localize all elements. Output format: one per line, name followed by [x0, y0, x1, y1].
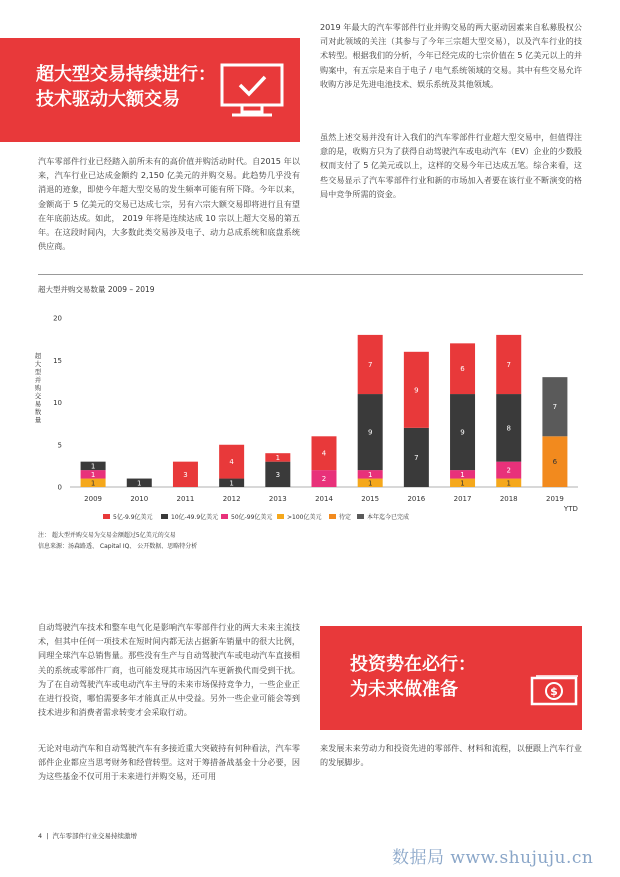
body-paragraph-left-1: 自动驾驶汽车技术和整车电气化是影响汽车零部件行业的两大未来主流技术，但其中任何一项技术在短时间内都无法占据新车销量中的很大比例，同理全球汽车总销售量。那些没有生产与自动驾驶汽车或电动汽车直接相关的系统或零部件厂商，也可能发现其市场因汽车更新换代而受到干扰。为了在自动驾驶汽车或电动汽车主导的未来市场保持竞争力，一些企业正在进行投资，哪怕需要多年才能真正从中受益。另外一些企业可能会等到技术进步和消费者需求转变才会采取行动。	[38, 622, 300, 718]
y-axis-label-char: 交	[34, 392, 42, 400]
bar-data-label: 9	[414, 386, 419, 395]
x-tick-sublabel: YTD	[563, 505, 578, 513]
legend-swatch	[103, 514, 110, 519]
legend-swatch	[221, 514, 228, 519]
y-axis-label-char: 量	[34, 416, 42, 424]
bar-data-label: 1	[275, 453, 281, 462]
section-title-line2: 技术驱动大额交易	[36, 89, 180, 110]
bar-data-label: 1	[506, 479, 511, 488]
bar-data-label: 1	[460, 479, 465, 488]
section-title-line1: 超大型交易持续进行：	[36, 64, 216, 85]
bar-data-label: 7	[414, 453, 419, 462]
x-tick-label: 2009	[84, 495, 103, 503]
y-tick-label: 0	[57, 483, 62, 492]
money-bill-icon	[530, 674, 580, 712]
x-tick-label: 2011	[176, 495, 195, 503]
bar-data-label: 3	[183, 470, 188, 479]
y-axis-label-char: 并	[34, 376, 42, 384]
bar-data-label: 6	[460, 365, 465, 374]
legend-label: 10亿-49.9亿美元	[171, 514, 219, 521]
footer	[38, 831, 137, 840]
body-paragraph-left-2: 无论对电动汽车和自动驾驶汽车有多接近重大突破持有何种看法，汽车零部件企业都应当思考财务和经营转型。这对于筹措备战基金十分必要，因为这些基金不仅可用于未来进行并购交易，还可用	[38, 743, 300, 782]
legend-label: >100亿美元	[287, 514, 322, 521]
bar-data-label: 1	[137, 479, 142, 488]
legend-label: 待定	[339, 514, 352, 521]
body-paragraph-right: 来发展未来劳动力和投资先进的零部件、材料和流程，以便跟上汽车行业的发展脚步。	[320, 743, 582, 768]
footer-separator: |	[46, 832, 49, 840]
intro-paragraph-left: 汽车零部件行业已经踏入前所未有的高价值并购活动时代。自2015 年以来，汽车行业已达成金额约 2,150 亿美元的并购交易。此趋势几乎没有消退的迹象，即使今年超大型交易的发生频率可能有所下降。今年以来，金额高于 5 亿美元的交易已达成七宗，另有六宗大额交易即将进行且有望在年底前达成。如此， 2019 年将是连续达成 10 宗以上超大交易的第五年。在这段时间内，大多数此类交易涉及电子、动力总成系统和底盘系统供应商。	[38, 156, 300, 252]
legend-swatch	[277, 514, 284, 519]
x-tick-label: 2014	[315, 495, 333, 503]
page-number: 4	[38, 832, 43, 840]
bar-data-label: 4	[321, 449, 327, 458]
bar-data-label: 3	[275, 470, 281, 479]
chart-note: 注： 超大型并购交易为交易金额超过5亿美元的交易	[38, 532, 176, 539]
bar-data-label: 7	[506, 360, 511, 369]
x-tick-label: 2013	[268, 495, 287, 503]
legend-label: 50亿-99亿美元	[231, 514, 273, 521]
legend-swatch	[329, 514, 336, 519]
y-tick-label: 10	[53, 399, 62, 407]
bar-data-label: 1	[90, 462, 96, 471]
y-axis-label-char: 数	[34, 408, 42, 416]
intro-paragraph-right-2: 虽然上述交易并没有计入我们的汽车零部件行业超大型交易中，但值得注意的是，收购方只为了获得自动驾驶汽车或电动汽车（EV）企业的少数股权而支付了 5 亿美元或以上，这样的交易今年已达成五笔。综合来看，这些交易显示了汽车零部件行业和新的市场加入者要在该行业不断演变的格局中竞争所需的资金。	[320, 132, 582, 199]
x-tick-label: 2019	[545, 495, 564, 503]
x-tick-label: 2010	[130, 495, 149, 503]
chart-title: 超大型并购交易数量 2009 – 2019	[38, 285, 155, 294]
footer-title: 汽车零部件行业交易持续激增	[52, 832, 137, 840]
bar-data-label: 8	[506, 424, 511, 433]
section-title-box-invest	[320, 626, 582, 730]
section-title-line1: 投资势在必行：	[350, 654, 476, 675]
bar-data-label: 1	[90, 479, 96, 488]
watermark: 数据局 www.shujuju.cn	[392, 848, 594, 868]
y-axis-label-char: 型	[34, 368, 42, 376]
x-tick-label: 2012	[222, 495, 241, 503]
y-tick-label: 15	[53, 356, 62, 365]
section-title-line2: 为未来做准备	[350, 679, 458, 700]
bar-data-label: 7	[367, 360, 373, 369]
legend-label: 本年迄今已完成	[367, 514, 410, 521]
y-axis-label-char: 大	[34, 360, 42, 368]
legend-swatch	[161, 514, 168, 519]
y-axis-label-char: 易	[34, 400, 42, 408]
bar-data-label: 1	[460, 470, 465, 479]
y-tick-label: 20	[53, 314, 62, 323]
bar-data-label: 1	[367, 470, 373, 479]
deal-count-chart	[30, 300, 590, 545]
x-tick-label: 2018	[499, 495, 518, 503]
x-tick-label: 2015	[361, 495, 380, 503]
y-axis-label-char: 购	[34, 384, 42, 392]
bar-data-label: 1	[90, 470, 96, 479]
bar-data-label: 1	[367, 479, 373, 488]
bar-data-label: 1	[229, 479, 234, 488]
x-tick-label: 2016	[407, 495, 426, 503]
svg-text:$: $	[550, 685, 558, 698]
legend-label: 5亿-9.9亿美元	[113, 514, 153, 521]
chart-source: 信息来源：汤森路透、 Capital IQ、 公开数据、思略特分析	[38, 543, 198, 550]
bar-data-label: 9	[460, 428, 465, 437]
y-tick-label: 5	[57, 441, 62, 450]
intro-paragraph-right-1: 2019 年最大的汽车零部件行业并购交易的两大驱动因素来自私募股权公司对此领域的关注（其参与了今年三宗超大型交易），以及汽车行业的技术转型。根据我们的分析，今年已经完成的七宗价值在 5 亿美元以上的并购案中，有五宗是来自于电子 / 电气系统领域的交易。其中有些交易允许收购方涉足先进电池技术、娱乐系统及其他领域。	[320, 22, 582, 89]
bar-data-label: 9	[367, 428, 373, 437]
bar-data-label: 6	[552, 458, 558, 467]
bar-data-label: 7	[552, 403, 558, 412]
y-axis-label-char: 超	[34, 352, 42, 360]
bar-data-label: 2	[321, 475, 327, 484]
bar-data-label: 4	[229, 458, 234, 467]
divider	[38, 274, 583, 275]
bar-data-label: 2	[506, 466, 511, 475]
monitor-check-icon	[220, 63, 284, 125]
x-tick-label: 2017	[453, 495, 472, 503]
legend-swatch	[357, 514, 364, 519]
section-title-box-deals	[0, 38, 300, 142]
